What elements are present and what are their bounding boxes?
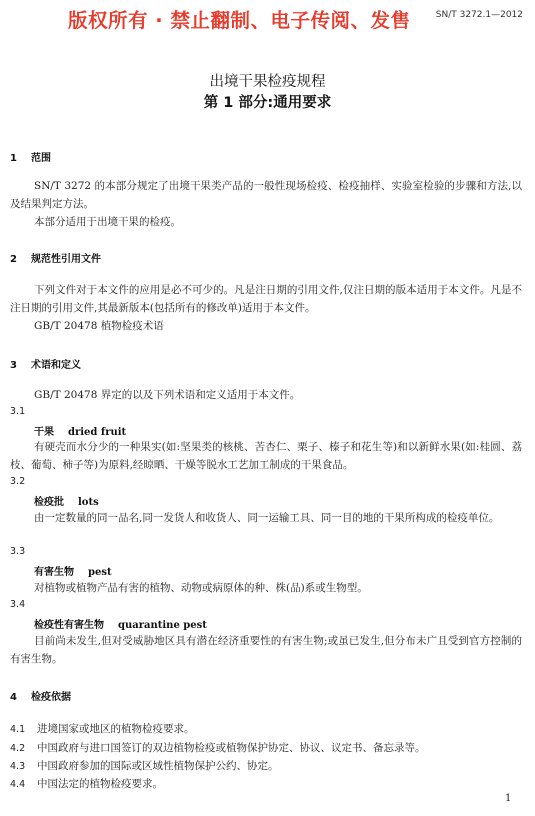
term-definition: 目前尚未发生,但对受威胁地区具有潜在经济重要性的有害生物;或虽已发生,但分布未广且受到官方控制的有害生物。 <box>10 635 522 665</box>
basis-item <box>10 758 279 773</box>
term-english: pest <box>88 567 112 578</box>
term-heading <box>34 423 126 438</box>
term-definition: 由一定数量的同一品名,同一发货人和收货人、同一运输工具、同一目的地的干果所构成的检疫单位。 <box>34 512 500 524</box>
item-text: 中国政府与进口国签订的双边植物检疫或植物保护协定、协议、议定书、备忘录等。 <box>37 742 426 754</box>
standard-number: SN/T 3272.1—2012 <box>435 10 523 20</box>
page-number: 1 <box>505 793 512 804</box>
item-number: 4.2 <box>10 743 26 754</box>
term-definition: 有硬壳而水分少的一种果实(如:坚果类的核桃、苦杏仁、栗子、榛子和花生等)和以新鲜水果(如:桂圆、荔枝、葡萄、柿子等)为原料,经晾晒、干燥等脱水工艺加工制成的干果食品。 <box>10 441 522 471</box>
section-title: 范围 <box>31 153 51 164</box>
term-number: 3.4 <box>10 599 26 610</box>
section-number: 4 <box>10 692 17 703</box>
item-number: 4.1 <box>10 724 26 735</box>
basis-item <box>10 721 195 736</box>
section-title: 术语和定义 <box>31 360 81 371</box>
item-text: 中国政府参加的国际或区域性植物保护公约、协定。 <box>37 760 279 772</box>
section-2-heading <box>10 250 101 265</box>
item-text: 中国法定的植物检疫要求。 <box>37 778 163 790</box>
item-number: 4.3 <box>10 761 26 772</box>
term-heading <box>34 493 99 508</box>
section-number: 3 <box>10 360 17 371</box>
item-number: 4.4 <box>10 779 26 790</box>
section-1-paragraph-2: 本部分适用于出境干果的检疫。 <box>34 216 181 228</box>
section-2-paragraph: 下列文件对于本文件的应用是必不可少的。凡是注日期的引用文件,仅注日期的版本适用于本文件。凡是不注日期的引用文件,其最新版本(包括所有的修改单)适用于本文件。 <box>10 284 522 314</box>
term-chinese: 检疫性有害生物 <box>34 620 104 631</box>
term-english: lots <box>78 497 99 508</box>
term-chinese: 检疫批 <box>34 497 64 508</box>
section-3-heading <box>10 356 81 371</box>
item-text: 进境国家或地区的植物检疫要求。 <box>37 723 195 735</box>
section-number: 2 <box>10 254 17 265</box>
basis-item <box>10 740 426 755</box>
term-english: quarantine pest <box>118 620 207 631</box>
section-title: 规范性引用文件 <box>31 254 101 265</box>
term-heading <box>34 563 112 578</box>
section-title: 检疫依据 <box>31 692 71 703</box>
term-heading <box>34 616 207 631</box>
term-number: 3.3 <box>10 546 26 557</box>
section-1-paragraph-1: SN/T 3272 的本部分规定了出境干果类产品的一般性现场检疫、检疫抽样、实验室检验的步骤和方法,以及结果判定方法。 <box>10 180 522 210</box>
term-chinese: 有害生物 <box>34 567 74 578</box>
normative-reference: GB/T 20478 植物检疫术语 <box>34 320 164 332</box>
document-subtitle: 第 1 部分:通用要求 <box>203 95 332 111</box>
term-chinese: 干果 <box>34 427 54 438</box>
section-3-intro: GB/T 20478 界定的以及下列术语和定义适用于本文件。 <box>34 389 301 401</box>
term-english: dried fruit <box>68 427 127 438</box>
section-4-heading <box>10 688 71 703</box>
term-definition: 对植物或植物产品有害的植物、动物或病原体的种、株(品)系或生物型。 <box>34 582 368 594</box>
term-number: 3.1 <box>10 406 26 417</box>
copyright-watermark: 版权所有 · 禁止翻制、电子传阅、发售 <box>68 9 411 32</box>
term-number: 3.2 <box>10 476 26 487</box>
section-1-heading <box>10 149 51 164</box>
document-title: 出境干果检疫规程 <box>209 74 326 90</box>
basis-item <box>10 776 163 791</box>
section-number: 1 <box>10 153 17 164</box>
